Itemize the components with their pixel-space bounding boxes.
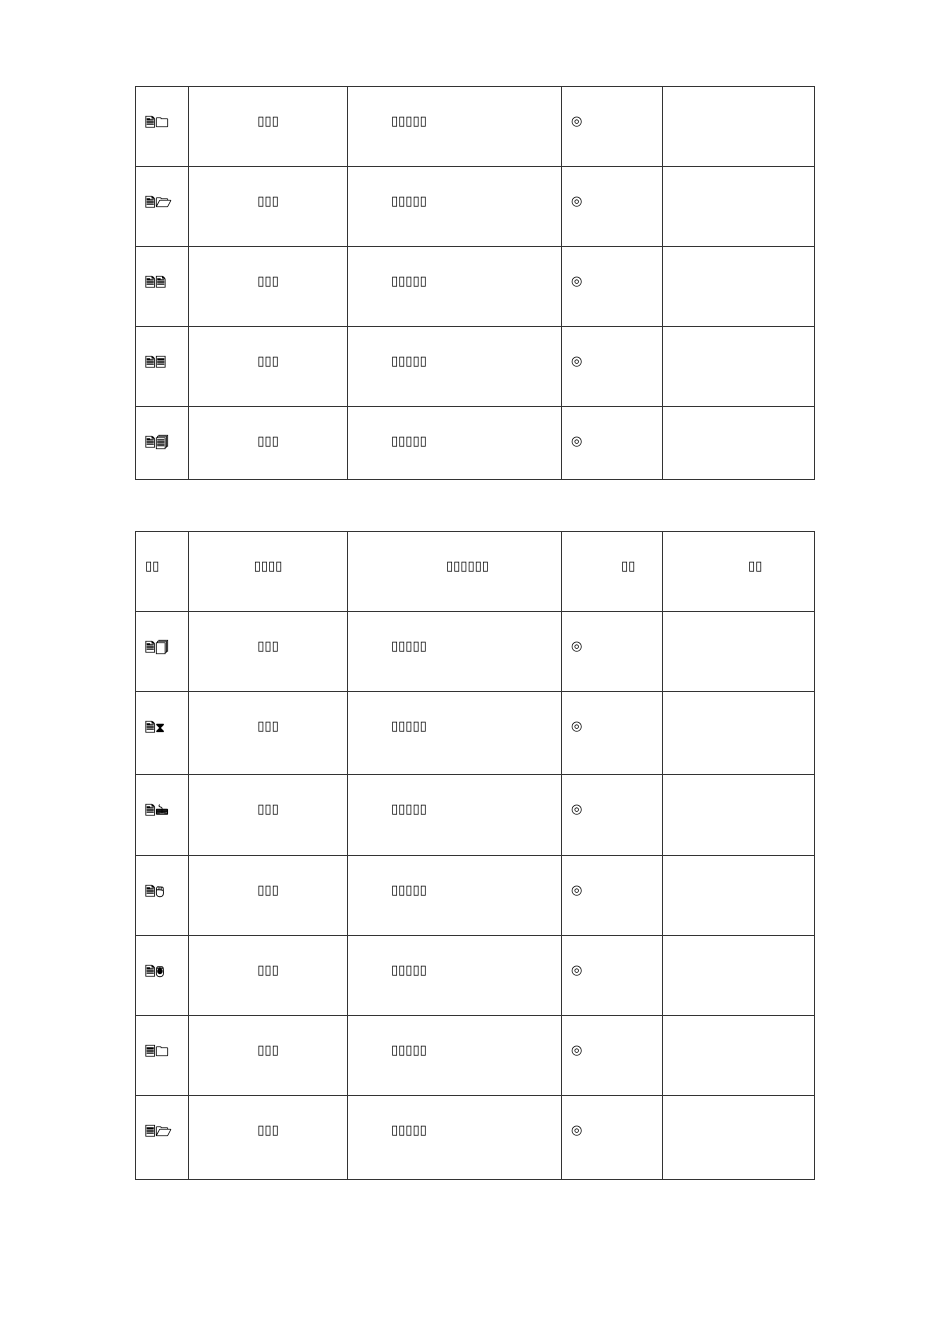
row-status-cell: ◎ [562,692,663,775]
row-desc-cell: ▯▯▯▯▯ [348,327,562,407]
data-table-2 [135,531,815,1180]
row-name-cell: ▯▯▯ [189,87,348,167]
header-desc-cell: ▯▯▯▯▯▯ [348,532,562,612]
row-status-cell: ◎ [562,856,663,936]
row-desc-cell: ▯▯▯▯▯ [348,1016,562,1096]
row-note-cell [663,407,815,480]
row-note-cell [663,167,815,247]
table-row [136,247,815,327]
row-name-cell: ▯▯▯ [189,692,348,775]
row-note-cell [663,692,815,775]
row-desc-cell: ▯▯▯▯▯ [348,612,562,692]
table-row [136,612,815,692]
row-status-cell: ◎ [562,1016,663,1096]
row-code-cell: 🗏🗁 [136,1096,189,1180]
row-note-cell [663,247,815,327]
row-name-cell: ▯▯▯ [189,775,348,856]
row-name-cell: ▯▯▯ [189,612,348,692]
row-name-cell: ▯▯▯ [189,1096,348,1180]
row-status-cell: ◎ [562,247,663,327]
row-name-cell: ▯▯▯ [189,407,348,480]
row-code-cell: 🗎🗎 [136,247,189,327]
table-row [136,692,815,775]
row-status-cell: ◎ [562,612,663,692]
header-status-cell: ▯▯ [562,532,663,612]
table-row [136,407,815,480]
row-code-cell: 🗎🗍 [136,612,189,692]
row-note-cell [663,775,815,856]
header-code-cell: ▯▯ [136,532,189,612]
row-desc-cell: ▯▯▯▯▯ [348,167,562,247]
row-status-cell: ◎ [562,775,663,856]
table-header-row [136,532,815,612]
row-desc-cell: ▯▯▯▯▯ [348,692,562,775]
table-row [136,936,815,1016]
table-row [136,327,815,407]
row-name-cell: ▯▯▯ [189,1016,348,1096]
row-code-cell: 🗎🗐 [136,407,189,480]
row-desc-cell: ▯▯▯▯▯ [348,407,562,480]
row-code-cell: 🗎🗀 [136,87,189,167]
header-name-cell: ▯▯▯▯ [189,532,348,612]
row-status-cell: ◎ [562,407,663,480]
row-name-cell: ▯▯▯ [189,856,348,936]
row-name-cell: ▯▯▯ [189,327,348,407]
row-desc-cell: ▯▯▯▯▯ [348,87,562,167]
data-table-1 [135,86,815,480]
row-note-cell [663,612,815,692]
row-status-cell: ◎ [562,1096,663,1180]
row-status-cell: ◎ [562,327,663,407]
row-desc-cell: ▯▯▯▯▯ [348,247,562,327]
row-status-cell: ◎ [562,167,663,247]
row-note-cell [663,87,815,167]
row-code-cell: 🗎⧗ [136,692,189,775]
row-code-cell: 🗎🖱 [136,856,189,936]
row-note-cell [663,327,815,407]
row-note-cell [663,1016,815,1096]
row-note-cell [663,856,815,936]
row-code-cell: 🗎🗏 [136,327,189,407]
table-row [136,1096,815,1180]
row-status-cell: ◎ [562,87,663,167]
table-row [136,1016,815,1096]
row-name-cell: ▯▯▯ [189,936,348,1016]
row-desc-cell: ▯▯▯▯▯ [348,936,562,1016]
table-row [136,856,815,936]
row-code-cell: 🗎🖲 [136,936,189,1016]
row-desc-cell: ▯▯▯▯▯ [348,1096,562,1180]
row-code-cell: 🗎🖮 [136,775,189,856]
row-status-cell: ◎ [562,936,663,1016]
row-code-cell: 🗎🗁 [136,167,189,247]
row-desc-cell: ▯▯▯▯▯ [348,775,562,856]
row-note-cell [663,936,815,1016]
row-name-cell: ▯▯▯ [189,247,348,327]
row-name-cell: ▯▯▯ [189,167,348,247]
table-row [136,167,815,247]
row-code-cell: 🗏🗀 [136,1016,189,1096]
row-desc-cell: ▯▯▯▯▯ [348,856,562,936]
table-row [136,87,815,167]
header-note-cell: ▯▯ [663,532,815,612]
table-row [136,775,815,856]
row-note-cell [663,1096,815,1180]
